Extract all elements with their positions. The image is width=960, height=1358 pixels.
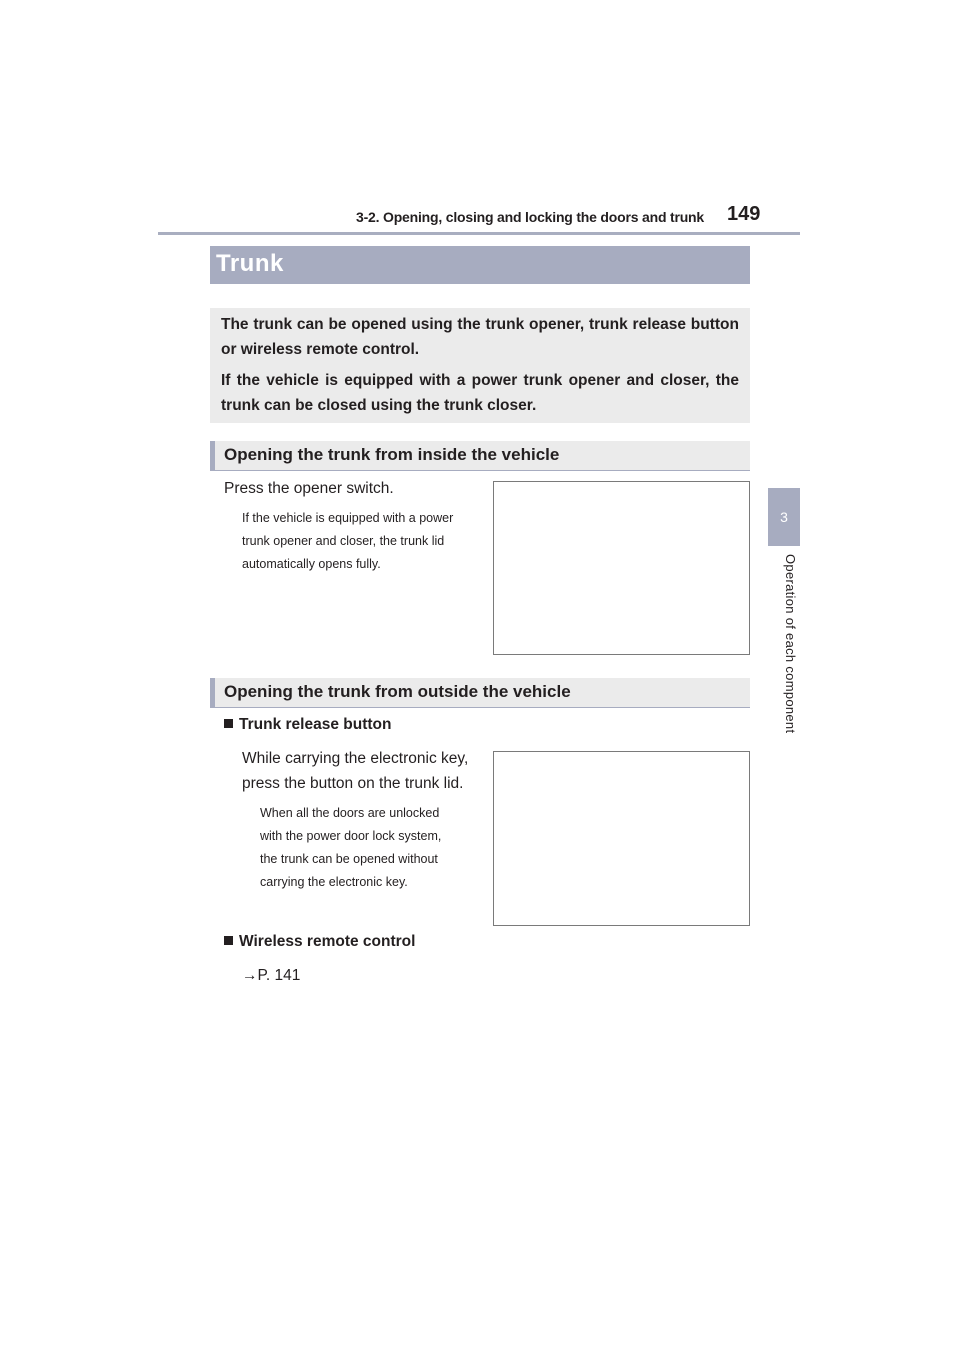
- instruction-line: While carrying the electronic key,: [242, 750, 469, 767]
- release-button-item: [224, 716, 391, 734]
- note-line: the trunk can be opened without: [260, 852, 438, 866]
- inside-instruction: Press the opener switch.: [224, 480, 394, 497]
- release-instruction: [242, 746, 482, 796]
- page-reference-link[interactable]: →P. 141: [242, 967, 301, 984]
- instruction-line: press the button on the trunk lid.: [242, 775, 464, 792]
- release-note: [260, 802, 480, 894]
- note-line: automatically opens fully.: [242, 557, 381, 571]
- trunk-release-illustration: [493, 751, 750, 926]
- inside-note: [242, 507, 480, 576]
- page-title: Trunk: [210, 246, 750, 284]
- note-line: trunk opener and closer, the trunk lid: [242, 534, 445, 548]
- section-title: 3-2. Opening, closing and locking the doors and trunk: [356, 209, 704, 225]
- header-rule: [158, 232, 800, 235]
- remote-control-item: [224, 933, 415, 951]
- note-line: If the vehicle is equipped with a power: [242, 511, 454, 525]
- remote-control-title: Wireless remote control: [239, 933, 416, 950]
- square-bullet-icon: [224, 719, 233, 728]
- release-button-title: Trunk release button: [239, 716, 392, 733]
- outside-heading: Opening the trunk from outside the vehicle: [210, 678, 750, 708]
- intro-paragraph: The trunk can be opened using the trunk opener, trunk release button or wireless remote control.: [221, 316, 739, 358]
- chapter-tab: 3: [768, 488, 800, 546]
- note-line: When all the doors are unlocked: [260, 806, 440, 820]
- square-bullet-icon: [224, 936, 233, 945]
- note-line: with the power door lock system,: [260, 829, 442, 843]
- inside-heading: Opening the trunk from inside the vehicle: [210, 441, 750, 471]
- intro-box: [210, 308, 750, 423]
- page-number: 149: [727, 203, 761, 225]
- intro-paragraph: If the vehicle is equipped with a power trunk opener and closer, the trunk can be closed using the trunk closer.: [221, 372, 739, 414]
- note-line: carrying the electronic key.: [260, 875, 408, 889]
- chapter-label: Operation of each component: [783, 554, 798, 734]
- opener-switch-illustration: [493, 481, 750, 655]
